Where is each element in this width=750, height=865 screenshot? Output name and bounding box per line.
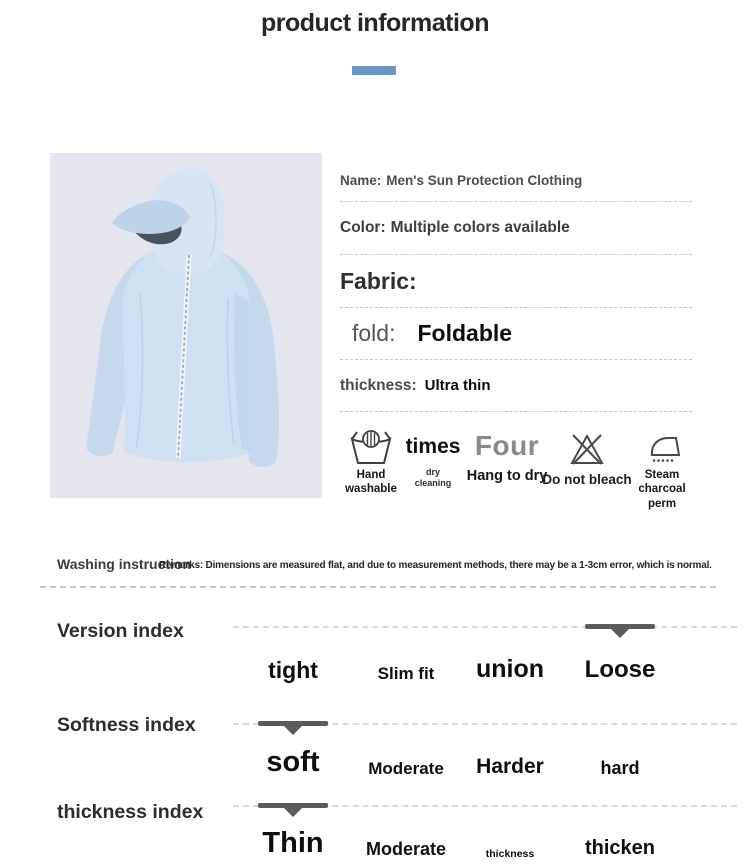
care-item-hand-wash (340, 428, 402, 511)
jacket-illustration (50, 153, 322, 498)
version-option-union: union (475, 655, 545, 683)
version-index-row (40, 600, 750, 692)
thickness-option-moderate: Moderate (365, 839, 447, 859)
thickness-option-thin: Thin (262, 827, 324, 859)
spec-row-name (340, 160, 692, 202)
version-index-label: Version index (57, 620, 184, 642)
version-option-slim-fit: Slim fit (377, 664, 435, 683)
care-big-four: Four (474, 430, 540, 461)
care-item-steam-iron (624, 428, 700, 511)
softness-option-harder: Harder (476, 755, 544, 778)
care-label-do-not-bleach: Do not bleach (542, 472, 632, 487)
softness-index-label: Softness index (57, 714, 196, 736)
spec-label-color: Color: (340, 219, 386, 236)
spec-row-thickness (340, 360, 692, 412)
version-index-marker (585, 624, 655, 629)
spec-value-fold: Foldable (417, 320, 513, 346)
softness-option-moderate: Moderate (368, 759, 444, 778)
product-photo (50, 153, 322, 498)
spec-value-color: Multiple colors available (390, 219, 570, 236)
care-item-do-not-bleach (542, 428, 632, 511)
version-index-options (233, 630, 737, 684)
section-divider (40, 586, 716, 588)
care-item-hang-to-dry (464, 428, 550, 511)
care-item-dry-cleaning (405, 428, 461, 511)
thickness-index-options (233, 809, 737, 860)
title-accent-bar (352, 66, 396, 75)
spec-row-color (340, 202, 692, 255)
spec-label-thickness: thickness: (340, 376, 417, 394)
washing-instruction-label: Washing instruction (57, 556, 192, 572)
spec-row-fabric (340, 255, 692, 308)
remarks-text: Remarks: Dimensions are measured flat, and due to measurement methods, there may be a 1-3cm error, which is normal. (159, 560, 712, 571)
care-instructions-row (340, 428, 700, 511)
softness-index-options (233, 727, 737, 779)
spec-value-thickness: Ultra thin (424, 377, 491, 394)
thickness-index-label: thickness index (57, 801, 204, 823)
version-option-tight: tight (268, 657, 318, 683)
version-option-loose: Loose (584, 656, 656, 683)
spec-list (340, 160, 692, 412)
thickness-option-thicken: thicken (584, 837, 656, 859)
page-title: product information (261, 9, 489, 37)
version-index-track (233, 626, 737, 628)
thickness-index-marker (258, 803, 328, 808)
steam-iron-icon (640, 432, 684, 465)
softness-index-marker (258, 721, 328, 726)
spec-label-name: Name: (340, 173, 382, 188)
care-label-hand-wash: Hand washable (345, 469, 397, 496)
spec-row-fold (340, 308, 692, 360)
softness-index-row (40, 700, 750, 792)
hand-wash-icon (349, 428, 393, 465)
spec-value-name: Men's Sun Protection Clothing (386, 173, 583, 188)
spec-label-fabric: Fabric: (340, 267, 417, 294)
care-big-times: times (405, 435, 461, 458)
thickness-option-thickness: thickness (485, 848, 535, 860)
softness-option-soft: soft (266, 746, 320, 778)
spec-label-fold: fold: (352, 320, 396, 346)
care-label-hang-to-dry: Hang to dry (466, 468, 548, 484)
do-not-bleach-icon (568, 430, 606, 468)
care-label-dry-cleaning: dry cleaning (414, 467, 452, 489)
softness-option-hard: hard (600, 758, 640, 778)
thickness-index-row (40, 785, 750, 865)
care-label-steam-iron: Steam charcoal perm (638, 469, 686, 510)
